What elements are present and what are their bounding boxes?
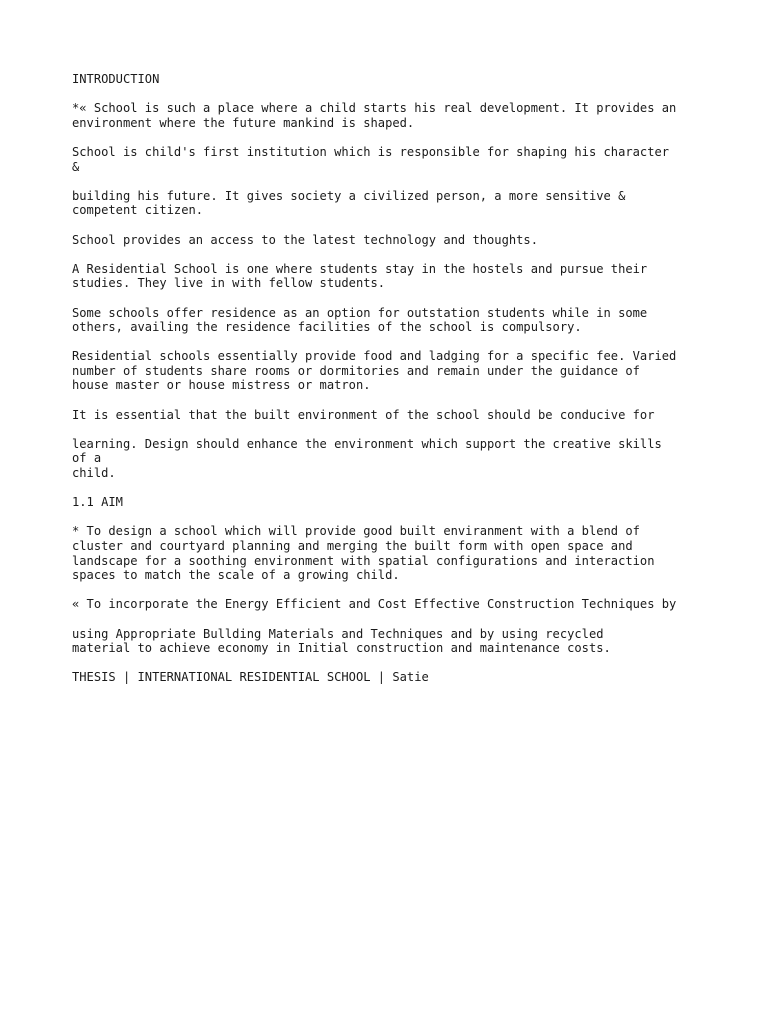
paragraph: Residential schools essentially provide food and ladging for a specific fee. Varied number of students share rooms or dormitories and remain under the guidance of house master or house mistress or matron. <box>72 349 677 393</box>
paragraph: School is child's first institution which is responsible for shaping his character & <box>72 144 670 174</box>
aim-bullet: « To incorporate the Energy Efficient and Cost Effective Construction Techniques by <box>72 597 677 612</box>
footer-line: THESIS | INTERNATIONAL RESIDENTIAL SCHOOL | Satie <box>72 670 429 685</box>
aim-bullet: * To design a school which will provide good built enviranment with a blend of cluster and courtyard planning and merging the built form with open space and landscape for a soothing environment with spatial configurations and interaction spaces to match the scale of a growing child. <box>72 524 655 583</box>
paragraph: using Appropriate Bullding Materials and Techniques and by using recycled material to achieve economy in Initial construction and maintenance costs. <box>72 626 611 656</box>
paragraph: It is essential that the built environment of the school should be conducive for <box>72 407 655 422</box>
section-heading-introduction: INTRODUCTION <box>72 72 160 86</box>
paragraph: Some schools offer residence as an option for outstation students while in some others, availing the residence facilities of the school is compulsory. <box>72 305 648 335</box>
paragraph: *« School is such a place where a child starts his real development. It provides an environment where the future mankind is shaped. <box>72 101 677 130</box>
paragraph: A Residential School is one where students stay in the hostels and pursue their studies. They live in with fellow students. <box>72 261 648 291</box>
paragraph: learning. Design should enhance the environment which support the creative skills of a child. <box>72 436 662 481</box>
document-page <box>72 72 702 700</box>
paragraph: building his future. It gives society a civilized person, a more sensitive & competent citizen. <box>72 188 626 218</box>
paragraph: School provides an access to the latest technology and thoughts. <box>72 232 538 247</box>
section-heading-aim: 1.1 AIM <box>72 495 123 510</box>
